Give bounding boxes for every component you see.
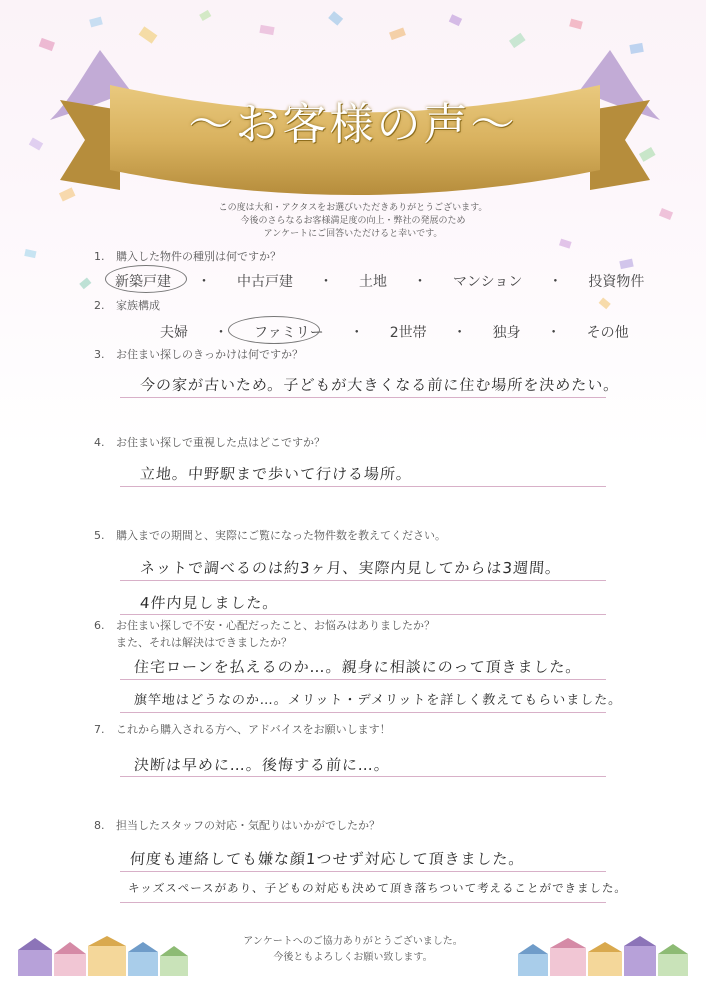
answer-3-line-1: 今の家が古いため。子どもが大きくなる前に住む場所を決めたい。 (139, 376, 621, 394)
q2-options: 夫婦 ・ ファミリー ・ 2世帯 ・ 独身 ・ その他 (160, 322, 629, 342)
answer-rule (120, 614, 606, 615)
answer-5-line-1: ネットで調べるのは約3ヶ月、実際内見してからは3週間。 (139, 559, 562, 577)
answer-5-line-2: 4件内見しました。 (139, 594, 280, 612)
q2-selected-circle (228, 316, 320, 344)
answer-rule (120, 712, 606, 713)
answer-4-line-1: 立地。中野駅まで歩いて行ける場所。 (139, 465, 413, 483)
answer-rule (120, 871, 606, 872)
q2-option-other: その他 (586, 325, 629, 341)
q2-option-single: 独身 (492, 325, 521, 341)
question-3: 3. お住まい探しのきっかけは何ですか？ (94, 348, 303, 361)
intro-text: この度は大和・アクタスをお選びいただきありがとうございます。 今後のさらなるお客様満足度の向上・弊社の発展のため アンケートにご回答いただけると幸いです。 (218, 203, 488, 239)
q1-option-land: 土地 (359, 274, 387, 290)
answer-rule (120, 902, 606, 903)
q2-option-two-generation: 2世帯 (389, 325, 427, 341)
question-5: 5. 購入までの期間と、実際にご覧になった物件数を教えてください。 (94, 529, 446, 542)
q2-option-family: ファミリー (254, 325, 324, 341)
answer-7-line-1: 決断は早めに…。後悔する前に…。 (133, 756, 391, 774)
answer-rule (120, 580, 606, 581)
question-6: 6. お住まい探しで不安・心配だったこと、お悩みはありましたか？ また、それは解決はできましたか？ (94, 619, 435, 649)
answer-8-line-1: 何度も連絡しても嫌な顔1つせず対応して頂きました。 (129, 850, 526, 868)
q1-option-condo: マンション (453, 274, 523, 290)
q2-option-couple: 夫婦 (160, 325, 188, 341)
closing-message: アンケートへのご協力ありがとうございました。 今後ともよろしくお願い致します。 (243, 936, 463, 963)
question-1: 1. 購入した物件の種別は何ですか？ (94, 250, 281, 263)
page-title: 〜お客様の声〜 (188, 99, 518, 150)
q1-options: 新築戸建 ・ 中古戸建 ・ 土地 ・ マンション ・ 投資物件 (115, 271, 644, 291)
answer-rule (120, 776, 606, 777)
q1-option-investment: 投資物件 (588, 274, 645, 290)
q1-option-used-house: 中古戸建 (237, 274, 293, 290)
question-2: 2. 家族構成 (94, 299, 160, 312)
q1-selected-circle (105, 265, 187, 293)
answer-rule (120, 679, 606, 680)
question-7: 7. これから購入される方へ、アドバイスをお願いします！ (94, 723, 391, 736)
answer-6-line-2: 旗竿地はどうなのか…。メリット・デメリットを詳しく教えてもらいました。 (133, 693, 623, 708)
question-4: 4. お住まい探しで重視した点はどこですか？ (94, 436, 325, 449)
answer-8-line-2: キッズスペースがあり、子どもの対応も決めて頂き落ちついて考えることができました。 (127, 881, 628, 895)
answer-rule (120, 486, 606, 487)
q1-option-new-house: 新築戸建 (115, 274, 171, 290)
question-8: 8. 担当したスタッフの対応・気配りはいかがでしたか？ (94, 819, 380, 832)
answer-rule (120, 397, 606, 398)
answer-6-line-1: 住宅ローンを払えるのか…。親身に相談にのって頂きました。 (133, 658, 583, 676)
